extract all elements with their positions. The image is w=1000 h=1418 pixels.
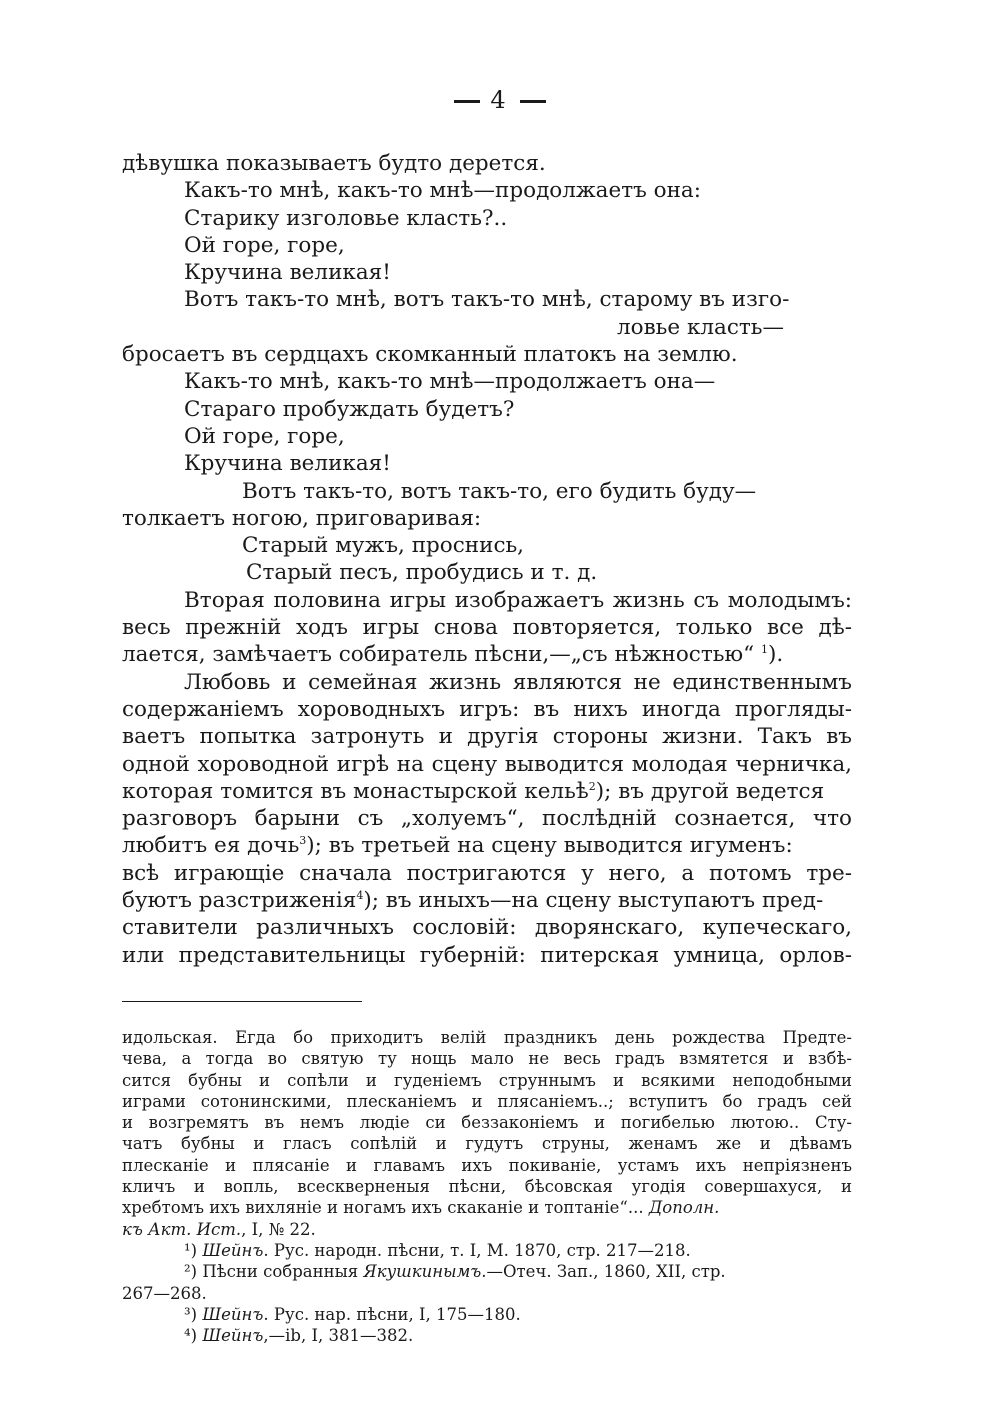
footnote-mark: ²) xyxy=(184,1262,198,1282)
footnote-continuation-line: играми сотонинскими, плесканіемъ и плясаніемъ..; вступитъ бо градъ сей xyxy=(122,1091,852,1111)
footnote-1 xyxy=(122,1240,852,1261)
text-line xyxy=(122,641,852,668)
text-line: одной хороводной игрѣ на сцену выводится молодая черничка, xyxy=(122,751,852,777)
left-dash-ornament xyxy=(454,100,480,103)
text-line: всѣ играющіе сначала постригаются у него, а потомъ тре- xyxy=(122,860,852,886)
text-line: разговоръ барыни съ „холуемъ“, послѣдній сознается, что xyxy=(122,806,852,832)
footnotes xyxy=(122,1027,852,1346)
footnote-ref: 1 xyxy=(760,643,768,657)
text-line: весь прежній ходъ игры снова повторяется, только все дѣ- xyxy=(122,615,852,641)
text-fragment: ). xyxy=(767,642,784,668)
verse-line: Старику изголовье класть?.. xyxy=(184,205,508,231)
text-line: Любовь и семейная жизнь являются не единственнымъ xyxy=(184,669,852,695)
footnote-continuation-line: плесканіе и плясаніе и главамъ ихъ покиваніе, устамъ ихъ непріязненъ xyxy=(122,1155,852,1175)
verse-line: Старый песъ, пробудись и т. д. xyxy=(246,560,598,586)
footnote-continuation-line: сится бубны и сопѣли и гуденіемъ струннымъ и всякими неподобными xyxy=(122,1070,852,1090)
text-fragment: ); въ иныхъ—на сцену выступаютъ пред- xyxy=(363,888,824,914)
footnote-mark: ⁴) xyxy=(184,1326,198,1346)
citation-text: ,—ib, I, 381—382. xyxy=(263,1326,414,1346)
text-line: содержаніемъ хороводныхъ игръ: въ нихъ иногда прогляды- xyxy=(122,696,852,722)
citation-text: . Рус. нар. пѣсни, I, 175—180. xyxy=(263,1304,521,1324)
citation-text: Пѣсни собранныя xyxy=(202,1262,364,1282)
verse-line: Кручина великая! xyxy=(184,260,391,286)
text-line: дѣвушка показываетъ будто дерется. xyxy=(122,151,546,176)
verse-line-continuation: ловье класть— xyxy=(616,314,784,340)
source-title: Дополн. xyxy=(648,1198,720,1218)
author-name: Шейнъ xyxy=(202,1240,264,1260)
footnote-continuation-line: идольская. Егда бо приходитъ велій праздникъ день рождества Предте- xyxy=(122,1028,852,1047)
text-line: бросаетъ въ сердцахъ скомканный платокъ на землю. xyxy=(122,342,738,368)
author-name: Шейнъ xyxy=(202,1304,264,1324)
text-line xyxy=(122,887,852,914)
verse-line: Какъ-то мнѣ, какъ-то мнѣ—продолжаетъ она: xyxy=(184,178,701,204)
footnote-2 xyxy=(122,1261,852,1282)
text-fragment: , I, № 22. xyxy=(241,1219,316,1239)
text-line xyxy=(122,832,852,859)
footnote-ref: 4 xyxy=(356,888,364,902)
verse-line: Ой горе, горе, xyxy=(184,232,345,258)
footnote-ref: 2 xyxy=(588,779,596,793)
verse-line: Вотъ такъ-то, вотъ такъ-то, его будить буду— xyxy=(242,478,757,504)
verse-line: Какъ-то мнѣ, какъ-то мнѣ—продолжаетъ она— xyxy=(184,369,716,395)
footnote-continuation-line: кличъ и вопль, всескверненыя пѣсни, бѣсовская угодія совершахуся, и xyxy=(122,1177,852,1197)
footnote-continuation-line: чева, а тогда во святую ту нощь мало не весь градъ взмятется и взбѣ- xyxy=(122,1049,852,1069)
right-dash-ornament xyxy=(520,100,546,103)
text-fragment: ); въ другой ведется xyxy=(595,778,825,804)
text-line: толкаетъ ногою, приговаривая: xyxy=(122,505,482,531)
text-fragment: буютъ разстриженія xyxy=(122,888,357,914)
footnote-ref: 3 xyxy=(299,834,307,848)
page-number: 4 xyxy=(490,86,510,114)
footnote-continuation-line xyxy=(122,1197,852,1218)
footnote-3 xyxy=(122,1304,852,1325)
text-line: Вторая половина игры изображаетъ жизнь съ молодымъ: xyxy=(184,587,852,613)
verse-line: Стараго пробуждать будетъ? xyxy=(184,396,515,422)
text-line: ставители различныхъ сословій: дворянскаго, купеческаго, xyxy=(122,915,852,941)
text-line: или представительницы губерній: питерская умница, орлов- xyxy=(122,942,852,968)
footnote-mark: ³) xyxy=(184,1304,198,1324)
verse-line: Кручина великая! xyxy=(184,451,391,477)
text-line: ваетъ попытка затронуть и другія стороны жизни. Такъ въ xyxy=(122,724,852,750)
footnote-2-continuation: 267—268. xyxy=(122,1283,207,1303)
text-fragment: которая томится въ монастырской кельѣ xyxy=(122,778,589,804)
text-fragment xyxy=(754,642,761,667)
text-fragment: хребтомъ ихъ вихляніе и ногамъ ихъ скаканіе и топтаніе“... xyxy=(122,1198,644,1218)
footnote-4 xyxy=(122,1325,852,1346)
footnote-divider xyxy=(122,1001,362,1002)
text-fragment: лается, замѣчаетъ собиратель пѣсни,—„съ нѣжностью“ xyxy=(122,642,755,668)
source-title: къ Акт. Ист. xyxy=(122,1219,242,1239)
verse-line: Старый мужъ, проснись, xyxy=(242,533,525,559)
footnote-mark: ¹) xyxy=(184,1240,198,1260)
text-fragment: ); въ третьей на сцену выводится игуменъ: xyxy=(306,833,793,859)
author-name: Шейнъ xyxy=(202,1326,264,1346)
author-name: Якушкинымъ xyxy=(363,1262,482,1282)
citation-text: .—Отеч. Зап., 1860, XII, стр. xyxy=(481,1262,726,1282)
text-line xyxy=(122,778,852,805)
footnote-continuation-line: и возгремятъ въ немъ людіе си беззаконіемъ и погибелью лютою.. Сту- xyxy=(122,1113,852,1133)
page-number-header xyxy=(0,86,1000,114)
text-fragment: любитъ ея дочь xyxy=(122,833,300,859)
footnote-continuation-line: чатъ бубны и гласъ сопѣлій и гудутъ струны, женамъ же и дѣвамъ xyxy=(122,1134,852,1154)
verse-line: Вотъ такъ-то мнѣ, вотъ такъ-то мнѣ, старому въ изго- xyxy=(184,287,790,313)
verse-line: Ой горе, горе, xyxy=(184,423,345,449)
citation-text: . Рус. народн. пѣсни, т. I, М. 1870, стр. 217—218. xyxy=(263,1240,691,1260)
main-text xyxy=(122,150,852,969)
footnote-continuation-line xyxy=(122,1219,852,1240)
